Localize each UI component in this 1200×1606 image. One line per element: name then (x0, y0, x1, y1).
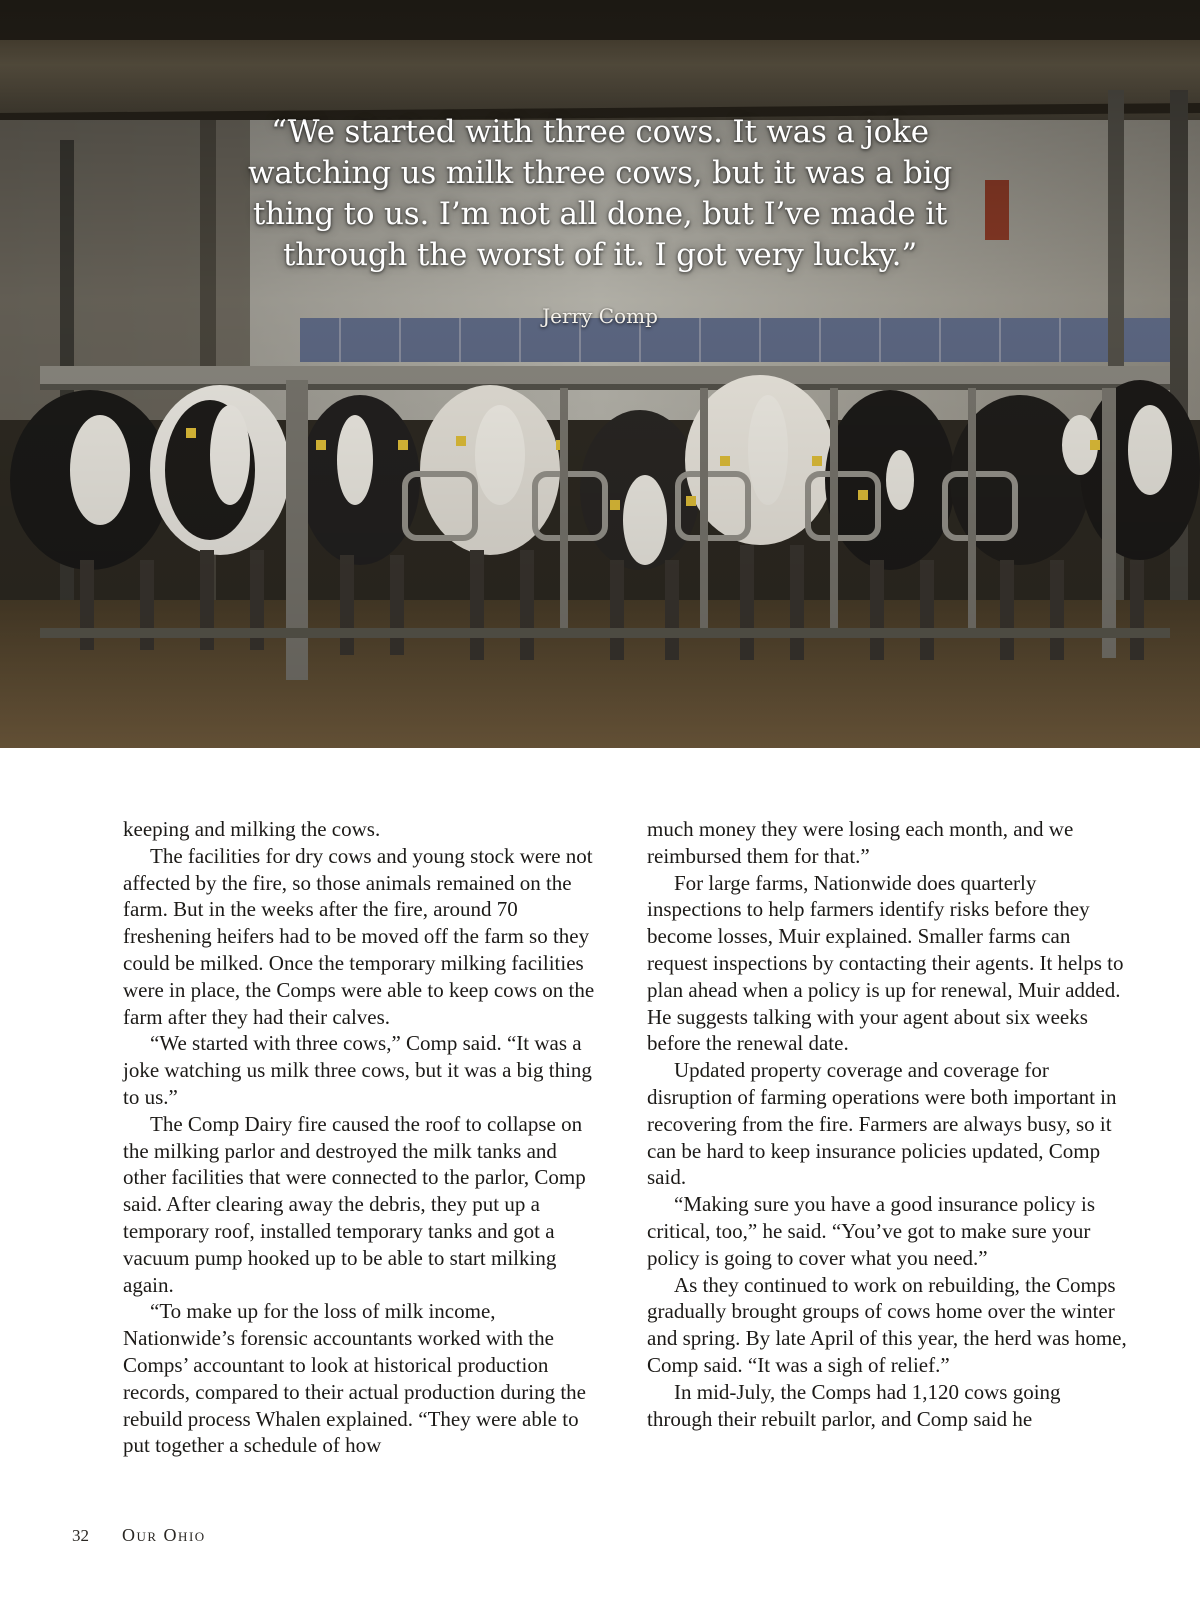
paragraph: much money they were losing each month, and we reimbursed them for that.” (647, 817, 1074, 868)
quote-attribution: Jerry Comp (542, 304, 658, 328)
paragraph: The facilities for dry cows and young stock were not affected by the fire, so those animals remained on the farm. But in the weeks after the fire, around 70 freshening heifers had to be moved off the farm so they could be milked. Once the temporary milking facilities were in place, the Comps were able to keep cows on the farm after they had their calves. (123, 843, 595, 1029)
paragraph: The Comp Dairy fire caused the roof to collapse on the milking parlor and destroyed the milk tanks and other facilities that were connected to the parlor, Comp said. After clearing away the debris, they put up a temporary roof, installed temporary tanks and got a vacuum pump hooked up to be able to start milking again. (123, 1111, 586, 1297)
article-body (123, 816, 1127, 1476)
paragraph: In mid-July, the Comps had 1,120 cows going through their rebuilt parlor, and Comp said he (647, 1379, 1061, 1431)
page-number: 32 (72, 1526, 89, 1545)
right-column (647, 816, 1127, 1432)
paragraph: “We started with three cows,” Comp said. “It was a joke watching us milk three cows, but it was a big thing to us.” (123, 1031, 592, 1109)
hero-photo (0, 0, 1200, 748)
paragraph: “To make up for the loss of milk income, Nationwide’s forensic accountants worked with the Comps’ accountant to look at historical production records, compared to their actual production during the rebuild process Whalen explained. “They were able to put together a schedule of how (123, 1299, 587, 1458)
paragraph: keeping and milking the cows. (123, 817, 381, 841)
paragraph: For large farms, Nationwide does quarterly inspections to help farmers identify risks before they become losses, Muir explained. Smaller farms can request inspections by contacting their agents. It helps to plan ahead when a policy is up for renewal, Muir added. He suggests talking with your agent about six weeks before the renewal date. (647, 870, 1124, 1056)
left-column (123, 816, 603, 1459)
paragraph: As they continued to work on rebuilding, the Comps gradually brought groups of cows home over the winter and spring. By late April of this year, the herd was home, Comp said. “It was a sigh of relief.” (647, 1272, 1127, 1377)
pull-quote: “We started with three cows. It was a joke watching us milk three cows, but it was a big thing to us. I’m not all done, but I’ve made it through the worst of it. I got very lucky.” (247, 114, 952, 273)
paragraph: “Making sure you have a good insurance policy is critical, too,” he said. “You’ve got to make sure your policy is going to cover what you need.” (647, 1192, 1096, 1270)
magazine-name: Our Ohio (122, 1525, 206, 1545)
paragraph: Updated property coverage and coverage for disruption of farming operations were both important in recovering from the fire. Farmers are always busy, so it can be hard to keep insurance policies updated, Comp said. (647, 1058, 1117, 1190)
